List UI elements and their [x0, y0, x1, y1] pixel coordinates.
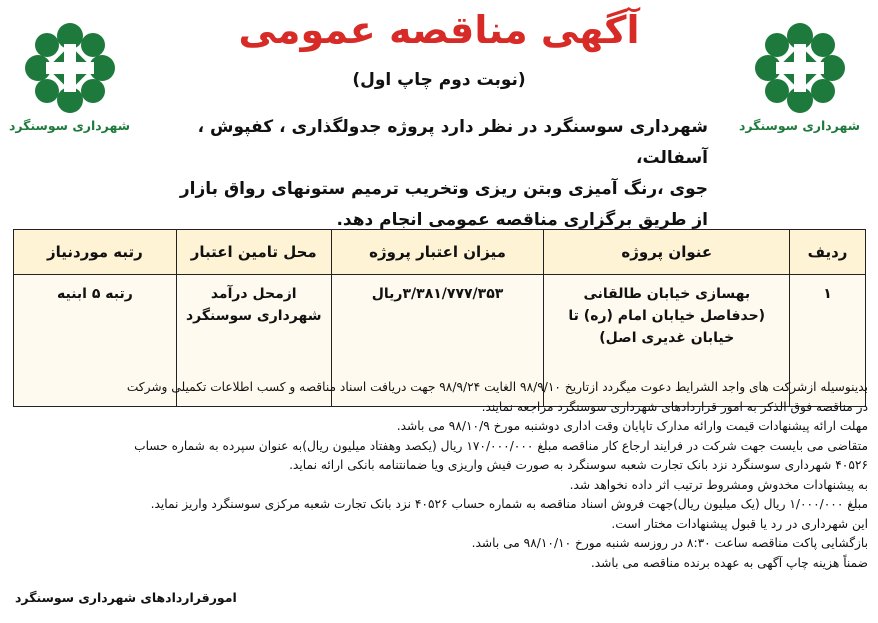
- body-line: در مناقصه فوق الذکر به امور قراردادهای شهرداری سوسنگرد مراجعه نمایند.: [481, 399, 868, 414]
- body-line: این شهرداری در رد یا قبول پیشنهادات مختار است.: [611, 516, 868, 531]
- intro-line: شهرداری سوسنگرد در نظر دارد پروژه جدولگذاری ، کفپوش ، آسفالت،: [197, 117, 708, 168]
- funding-source-line: ازمحل درآمد: [210, 286, 297, 302]
- body-line: ضمناً هزینه چاپ آگهی به عهده برنده مناقصه می باشد.: [590, 555, 868, 570]
- funding-source-line: شهرداری سوسنگرد: [185, 308, 322, 324]
- header-required-rank: رتبه موردنیاز: [14, 230, 177, 275]
- header-row-number: ردیف: [790, 230, 866, 275]
- signature: امورقراردادهای شهرداری سوسنگرد: [15, 590, 237, 605]
- cell-project-budget: ۳/۳۸۱/۷۷۷/۳۵۳ریال: [331, 275, 544, 407]
- body-line: مهلت ارائه پیشنهادات قیمت وارائه مدارک تاپایان وقت اداری دوشنبه مورخ ۹۸/۱۰/۹ می باشد.: [396, 419, 868, 433]
- header-funding-source: محل تامین اعتبار: [176, 230, 331, 275]
- body-line: ۴۰۵۲۶ شهرداری سوسنگرد نزد بانک تجارت شعبه سوسنگرد به صورت فیش واریزی ویا ضمانتنامه بانکی ارائه نماید.: [289, 458, 868, 472]
- table-header-row: [14, 230, 866, 275]
- body-line: بازگشایی پاکت مناقصه ساعت ۸:۳۰ در روزسه شنبه مورخ ۹۸/۱۰/۱۰ می باشد.: [471, 536, 868, 550]
- project-title-line: (حدفاصل خیابان امام (ره) تا: [568, 308, 766, 324]
- header-project-budget: میزان اعتبار پروژه: [331, 230, 544, 275]
- municipality-logo-left: [10, 22, 130, 133]
- intro-line: جوی ،رنگ آمیزی وبتن ریزی وتخریب ترمیم ستونهای رواق بازار: [179, 179, 708, 199]
- municipality-logo-right: [740, 22, 860, 133]
- intro-line: از طریق برگزاری مناقصه عمومی انجام دهد.: [336, 210, 708, 230]
- cell-row-number: ۱: [790, 275, 866, 407]
- body-line: به پیشنهادات مخدوش ومشروط ترتیب اثر داده نخواهد شد.: [569, 477, 868, 492]
- notice-body: [10, 378, 868, 573]
- cell-required-rank: رتبه ۵ ابنیه: [14, 275, 177, 407]
- header-project-title: عنوان پروژه: [544, 230, 790, 275]
- project-title-line: خیابان غدیری اصل): [599, 330, 735, 346]
- logo-caption: شهرداری سوسنگرد: [738, 118, 860, 133]
- body-line: مبلغ ۱/۰۰۰/۰۰۰ ریال (یک میلیون ریال)جهت فروش اسناد مناقصه به شماره حساب ۴۰۵۲۶ نزد بانک تجارت شعبه مرکزی سوسنگرد واریز نماید.: [150, 497, 868, 511]
- flower-emblem-icon: [24, 22, 116, 114]
- page-subtitle: (نوبت دوم چاپ اول): [352, 70, 526, 90]
- body-line: بدینوسیله ازشرکت های واجد الشرایط دعوت میگردد ازتاریخ ۹۸/۹/۱۰ الغایت ۹۸/۹/۲۴ جهت دریافت اسناد مناقصه و کسب اطلاعات تکمیلی وشرکت: [126, 380, 868, 394]
- flower-emblem-icon: [754, 22, 846, 114]
- page-title: آگهی مناقصه عمومی: [238, 8, 640, 52]
- project-title-line: بهسازی خیابان طالقانی: [583, 286, 751, 302]
- body-line: متقاضی می بایست جهت شرکت در فرایند ارجاع کار مناقصه مبلغ ۱۷۰/۰۰۰/۰۰۰ ریال (یکصد وهفتاد میلیون ریال)به عنوان سپرده به شماره حساب: [134, 438, 868, 453]
- logo-caption: شهرداری سوسنگرد: [8, 118, 130, 133]
- intro-paragraph: [168, 112, 708, 236]
